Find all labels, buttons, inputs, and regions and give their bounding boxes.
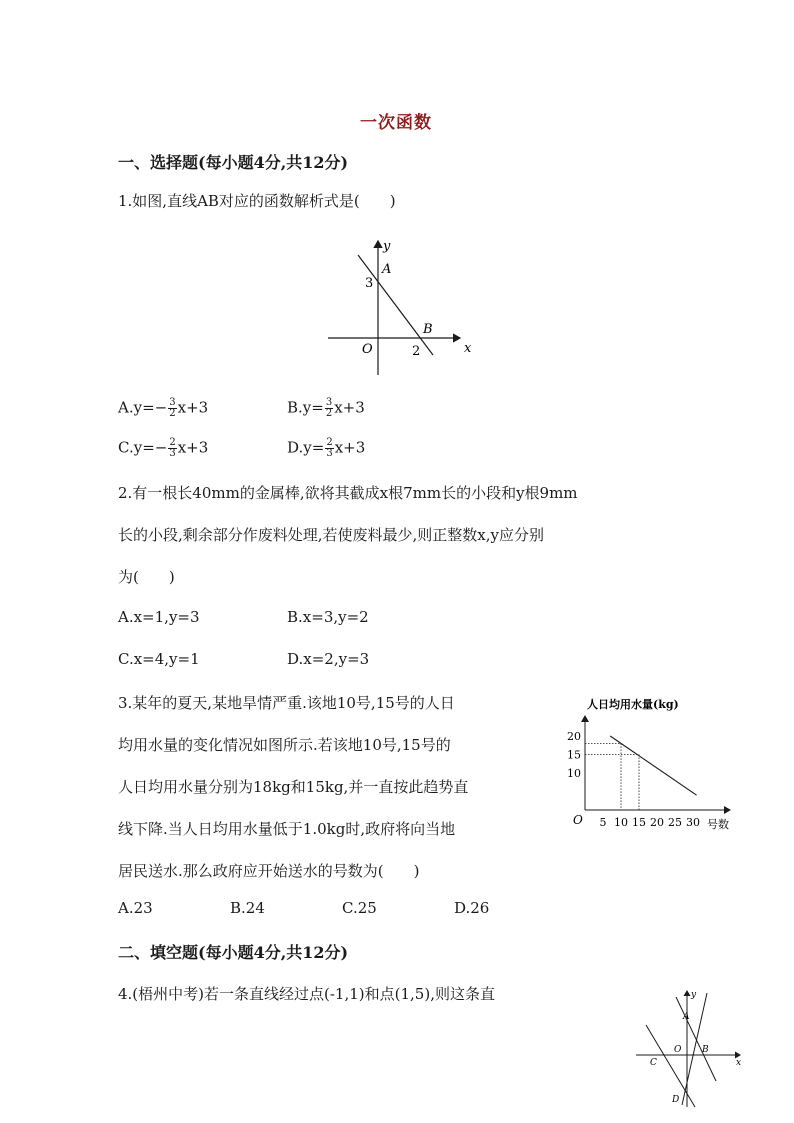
origin-label: O <box>362 342 373 357</box>
q1-option-a[interactable]: A.y=− $\frac{3}{2}$ x+3 <box>118 397 209 419</box>
question-2-line-1: 2.有一根长40mm的金属棒,欲将其截成x根7mm长的小段和y根9mm <box>118 484 578 502</box>
chart-x-tick-10: 10 <box>614 816 628 829</box>
page-title: 一次函数 <box>360 113 432 133</box>
q4-y-label: y <box>691 990 697 1000</box>
q4-point-b-label: B <box>702 1045 709 1055</box>
line-ab <box>358 255 433 355</box>
chart-x-tick-30: 30 <box>686 816 700 829</box>
question-3-line-1: 3.某年的夏天,某地旱情严重.该地10号,15号的人日 <box>118 694 455 712</box>
chart-y-tick-20: 20 <box>567 730 581 743</box>
q2-option-c[interactable]: C.x=4,y=1 <box>118 650 200 668</box>
q2-option-a[interactable]: A.x=1,y=3 <box>118 608 200 626</box>
q4-point-c-label: C <box>650 1058 657 1068</box>
y-intercept-label: 3 <box>365 276 374 291</box>
q4-line-ab <box>676 997 716 1081</box>
chart-x-tick-25: 25 <box>668 816 682 829</box>
q4-point-a-label: A <box>683 1012 690 1022</box>
point-b-label: B <box>423 322 433 337</box>
point-a-label: A <box>382 262 392 277</box>
question-4-figure <box>630 985 750 1110</box>
q1-option-b[interactable]: B.y= $\frac{3}{2}$ x+3 <box>287 397 365 419</box>
x-axis-label: x <box>464 341 472 356</box>
q2-option-b[interactable]: B.x=3,y=2 <box>287 608 369 626</box>
section-heading-choice: 一、选择题(每小题4分,共12分) <box>118 153 349 172</box>
chart-ylabel: 人日均用水量(kg) <box>587 698 679 711</box>
y-axis-label: y <box>383 239 391 254</box>
q4-origin-label: O <box>674 1045 682 1055</box>
q4-x-label: x <box>736 1058 742 1068</box>
question-1-stem: 1.如图,直线AB对应的函数解析式是( ) <box>118 192 396 210</box>
chart-x-tick-5: 5 <box>599 816 607 829</box>
water-usage-chart <box>565 690 740 840</box>
question-3-line-2: 均用水量的变化情况如图所示.若该地10号,15号的 <box>118 736 451 754</box>
q1-option-d[interactable]: D.y= $\frac{2}{3}$ x+3 <box>287 437 366 459</box>
q3-option-b[interactable]: B.24 <box>230 899 265 917</box>
chart-x-tick-15: 15 <box>632 816 646 829</box>
question-4-line-1: 4.(梧州中考)若一条直线经过点(-1,1)和点(1,5),则这条直 <box>118 985 495 1003</box>
chart-origin-label: O <box>573 813 583 827</box>
question-3-line-3: 人日均用水量分别为18kg和15kg,并一直按此趋势直 <box>118 778 469 796</box>
question-3-line-5: 居民送水.那么政府应开始送水的号数为( ) <box>118 862 420 880</box>
section-heading-fill: 二、填空题(每小题4分,共12分) <box>118 943 349 962</box>
q3-option-c[interactable]: C.25 <box>342 899 377 917</box>
question-2-line-2: 长的小段,剩余部分作废料处理,若使废料最少,则正整数x,y应分别 <box>118 526 545 544</box>
chart-y-tick-10: 10 <box>567 767 581 780</box>
question-1-figure <box>320 235 480 380</box>
chart-x-tick-20: 20 <box>650 816 664 829</box>
x-intercept-label: 2 <box>412 344 421 359</box>
chart-xlabel: 号数 <box>707 818 729 831</box>
chart-series-line-0 <box>610 736 696 795</box>
q4-point-d-label: D <box>672 1095 680 1105</box>
q1-option-c[interactable]: C.y=− $\frac{2}{3}$ x+3 <box>118 437 209 459</box>
q3-option-a[interactable]: A.23 <box>118 899 153 917</box>
chart-y-tick-15: 15 <box>567 748 581 762</box>
question-3-line-4: 线下降.当人日均用水量低于1.0kg时,政府将向当地 <box>118 820 456 838</box>
question-2-line-3: 为( ) <box>118 568 175 586</box>
q3-option-d[interactable]: D.26 <box>454 899 490 917</box>
q2-option-d[interactable]: D.x=2,y=3 <box>287 650 370 668</box>
